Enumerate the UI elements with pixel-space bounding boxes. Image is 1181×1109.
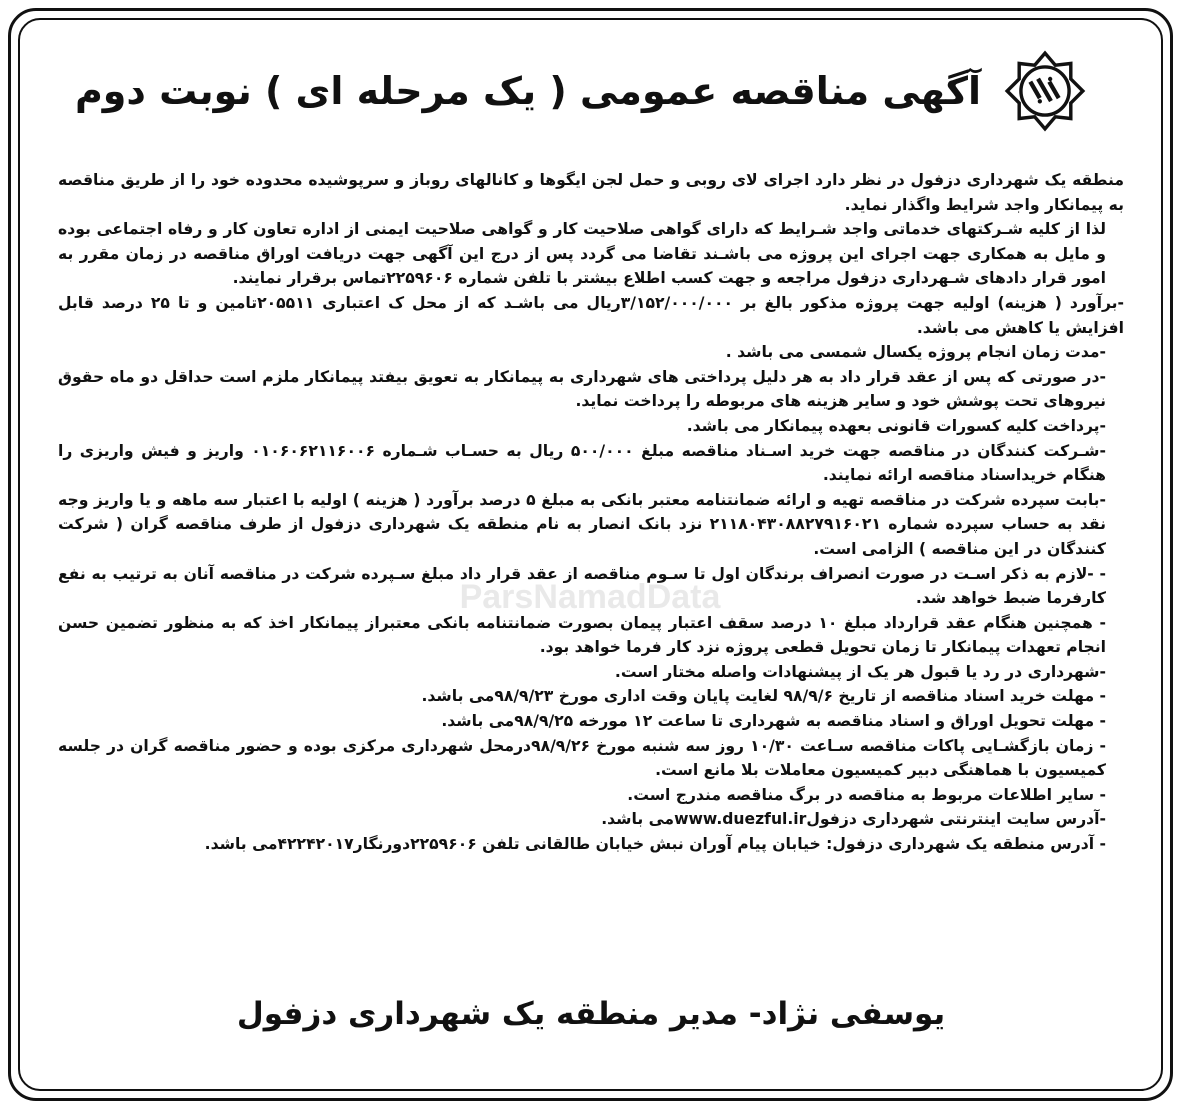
- watermark-text: ParsNamadData: [459, 578, 721, 616]
- website-clause: -آدرس سایت اینترنتی شهرداری دزفولwww.duezful.irمی باشد.: [601, 810, 1106, 829]
- performance-guarantee-clause: - همچنین هنگام عقد قرارداد مبلغ ۱۰ درصد سقف اعتبار پیمان بصورت ضمانتنامه بانکی معتبراز پیمانکار اخذ که به منظور تضمین حسن انجام تعهدات پیمانکار تا زمان تحویل قطعی پروژه نزد کار فرما خواهد بود.: [58, 613, 1106, 657]
- forfeiture-clause: - -لازم به ذکر اسـت در صورت انصراف برندگان اول تا سـوم مناقصه از عقد قرار داد مبلغ سـپرده شرکت در مناقصه آنان به ترتیب به نفع کارفرما ضبط خواهد شد.: [58, 564, 1106, 608]
- notice-title: آگهی مناقصه عمومی ( یک مرحله ای ) نوبت دوم: [74, 69, 981, 113]
- deductions-clause: -پرداخت کلیه کسورات قانونی بعهده پیمانکار می باشد.: [686, 416, 1106, 435]
- signature-line: یوسفی نژاد- مدیر منطقه یک شهرداری دزفول: [236, 996, 946, 1032]
- rejection-right-clause: -شهرداری در رد یا قبول هر یک از پیشنهادات واصله مختار است.: [614, 662, 1106, 681]
- opening-session-clause: - زمان بازگشـایی پاکات مناقصه سـاعت ۱۰/۳۰ روز سه شنبه مورخ ۹۸/۹/۲۶درمحل شهرداری مرکزی بوده و حضور مناقصه گران در جلسه کمیسیون با هماهنگی دبیر کمیسیون معاملات بلا مانع است.: [58, 736, 1106, 780]
- purchase-deadline-clause: - مهلت خرید اسناد مناقصه از تاریخ ۹۸/۹/۶ لغایت پایان وقت اداری مورخ ۹۸/۹/۲۳می باشد.: [421, 687, 1106, 706]
- invitation-paragraph: لذا از کلیه شـرکتهای خدماتی واجد شـرایط که دارای گواهی صلاحیت کار و گواهی صلاحیت ایمنی از اداره تعاون کار و رفاه اجتماعی بوده و مایل به همکاری جهت اجرای این پروژه می باشـند تقاضا می گردد پس از درج این آگهی جهت دریافت اوراق مناقصه در زمان مقرر به امور قرار دادهای شـهرداری دزفول مراجعه و جهت کسب اطلاع بیشتر با تلفن شماره ۲۲۵۹۶۰۶تماس برقرار نمایند.: [58, 220, 1106, 288]
- other-info-clause: - سایر اطلاعات مربوط به مناقصه در برگ مناقصه مندرج است.: [627, 785, 1106, 804]
- estimate-clause: -برآورد ( هزینه) اولیه جهت پروژه مذکور بالغ بر ۳/۱۵۲/۰۰۰/۰۰۰ریال می باشـد که از محل ک اعتباری ۲۰۵۵۱۱تامین و تا ۲۵ درصد قابل افزایش یا کاهش می باشد.: [58, 293, 1124, 337]
- submission-deadline-clause: - مهلت تحویل اوراق و اسناد مناقصه به شهرداری تا ساعت ۱۲ مورخه ۹۸/۹/۲۵می باشد.: [441, 712, 1106, 731]
- duration-clause: -مدت زمان انجام پروژه یکسال شمسی می باشد .: [725, 343, 1106, 362]
- address-clause: - آدرس منطقه یک شهرداری دزفول: خیابان پیام آوران نبش خیابان طالقانی تلفن ۲۲۵۹۶۰۶دورنگار۴۲۲۴۲۰۱۷می باشد.: [204, 835, 1106, 854]
- notice-body: [58, 168, 1124, 857]
- deposit-clause: -بابت سپرده شرکت در مناقصه تهیه و ارائه ضمانتنامه معتبر بانکی به مبلغ ۵ درصد برآورد ( هزینه ) اولیه با اعتبار سه ماهه و یا واریز وجه نقد به حساب سپرده شماره ۲۱۱۸۰۴۳۰۸۸۲۷۹۱۶۰۲۱ نزد بانک انصار به نام منطقه یک شهرداری دزفول از طرف مناقصه گران ( شرکت کنندگان در این مناقصه ) الزامی است.: [58, 490, 1107, 558]
- dezful-municipality-logo-icon: [1002, 48, 1088, 134]
- payment-delay-clause: -در صورتی که پس از عقد قرار داد به هر دلیل پرداختی های شهرداری به پیمانکار به تعویق بیفتد پیمانکار ملزم است حداقل دو ماه حقوق نیروهای تحت پوشش خود و سایر هزینه های مربوطه را پرداخت نماید.: [58, 367, 1106, 411]
- intro-paragraph: منطقه یک شهرداری دزفول در نظر دارد اجرای لای روبی و حمل لجن ایگوها و کانالهای روباز و سرپوشیده محدوده خود را از طریق مناقصه به پیمانکار واجد شرایط واگذار نماید.: [58, 171, 1124, 214]
- documents-purchase-clause: -شـرکت کنندگان در مناقصه جهت خرید اسـناد مناقصه مبلغ ۵۰۰/۰۰۰ ریال به حسـاب شـماره ۰۱۰۶۰۶۲۱۱۶۰۰۶ واریز و فیش واریزی را هنگام خریداسناد مناقصه ارائه نمایند.: [58, 441, 1106, 485]
